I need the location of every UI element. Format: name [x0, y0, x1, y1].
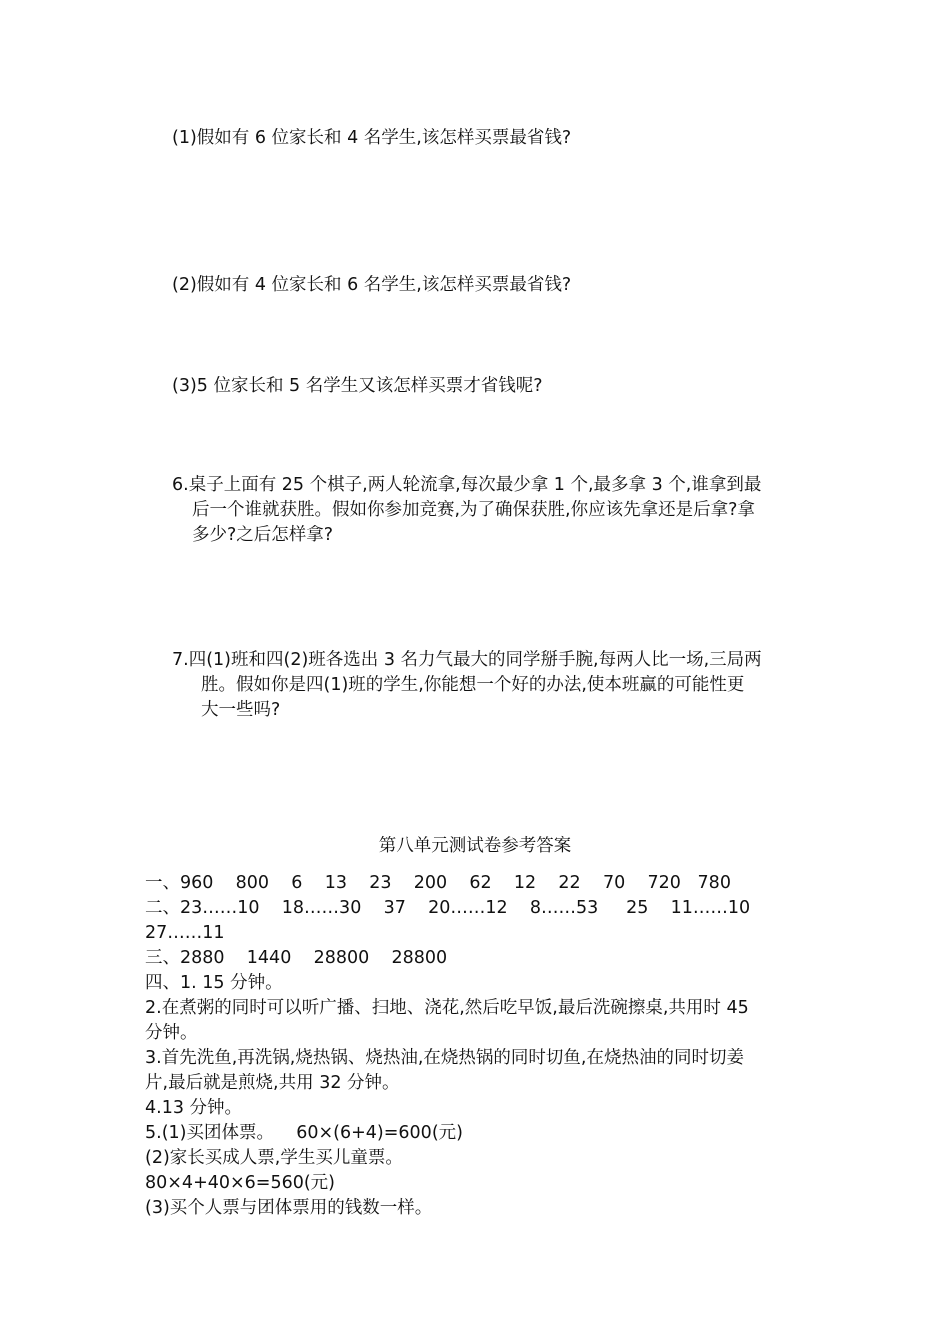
question-7-line: 大一些吗? [201, 700, 281, 720]
question-6-line: 6.桌子上面有 25 个棋子,两人轮流拿,每次最少拿 1 个,最多拿 3 个,谁拿到最 [172, 475, 762, 495]
answer-line: 27……11 [145, 923, 225, 943]
question-5-part-3: (3)5 位家长和 5 名学生又该怎样买票才省钱呢? [172, 376, 543, 396]
question-6-line: 后一个谁就获胜。假如你参加竞赛,为了确保获胜,你应该先拿还是后拿?拿 [192, 500, 755, 520]
question-6-line: 多少?之后怎样拿? [192, 525, 334, 545]
question-5-part-1: (1)假如有 6 位家长和 4 名学生,该怎样买票最省钱? [172, 128, 572, 148]
answer-line: 三、2880 1440 28800 28800 [145, 948, 448, 968]
answer-line: 3.首先洗鱼,再洗锅,烧热锅、烧热油,在烧热锅的同时切鱼,在烧热油的同时切姜 [145, 1048, 744, 1068]
question-7-line: 7.四(1)班和四(2)班各选出 3 名力气最大的同学掰手腕,每两人比一场,三局两 [172, 650, 762, 670]
answer-line: 二、23……10 18……30 37 20……12 8……53 25 11……10 [145, 898, 751, 918]
answer-key-title: 第八单元测试卷参考答案 [378, 836, 572, 856]
question-5-part-2: (2)假如有 4 位家长和 6 名学生,该怎样买票最省钱? [172, 275, 572, 295]
answer-line: 2.在煮粥的同时可以听广播、扫地、浇花,然后吃早饭,最后洗碗擦桌,共用时 45 [145, 998, 749, 1018]
answer-line: 80×4+40×6=560(元) [145, 1173, 336, 1193]
answer-line: (2)家长买成人票,学生买儿童票。 [145, 1148, 403, 1168]
answer-line: (3)买个人票与团体票用的钱数一样。 [145, 1198, 433, 1218]
answer-line: 一、960 800 6 13 23 200 62 12 22 70 720 780 [145, 873, 731, 893]
question-7-line: 胜。假如你是四(1)班的学生,你能想一个好的办法,使本班赢的可能性更 [201, 675, 745, 695]
answer-line: 片,最后就是煎烧,共用 32 分钟。 [145, 1073, 400, 1093]
answer-line: 分钟。 [145, 1023, 198, 1043]
answer-line: 5.(1)买团体票。 60×(6+4)=600(元) [145, 1123, 463, 1143]
answer-line: 四、1. 15 分钟。 [145, 973, 283, 993]
answer-line: 4.13 分钟。 [145, 1098, 243, 1118]
